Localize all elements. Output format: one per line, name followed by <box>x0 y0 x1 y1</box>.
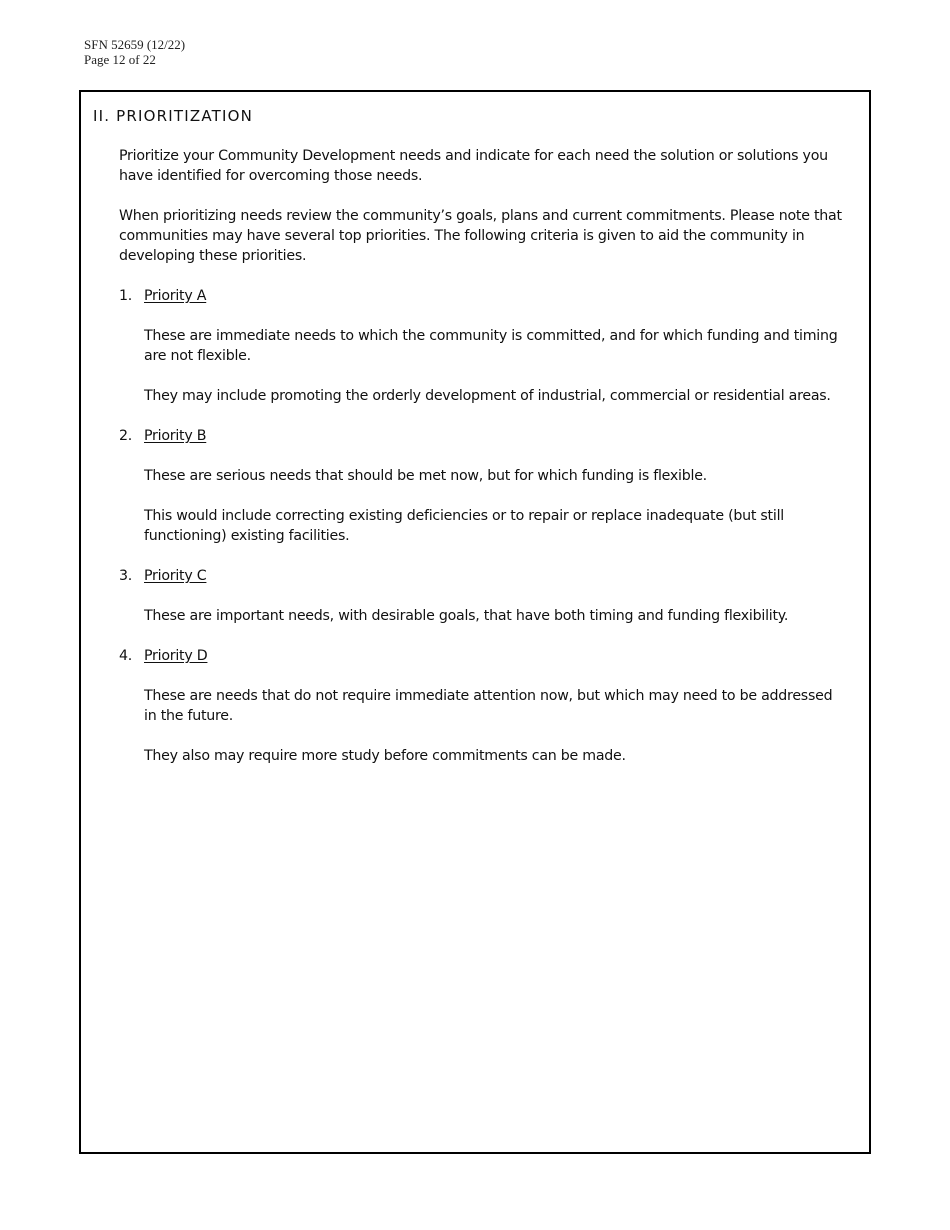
form-id: SFN 52659 (12/22) <box>84 37 186 52</box>
priority-heading <box>119 646 857 666</box>
priority-item <box>93 426 857 546</box>
priority-number: 2. <box>119 428 133 444</box>
priority-description: This would include correcting existing deficiencies or to repair or replace inadequate (but still functioning) existing facilities. <box>144 508 784 544</box>
priority-item <box>93 286 857 406</box>
priority-list <box>93 286 857 766</box>
priority-title: Priority A <box>144 288 207 304</box>
priority-item <box>93 566 857 626</box>
priority-title: Priority C <box>144 568 207 584</box>
section-title: II. PRIORITIZATION <box>93 107 254 125</box>
intro-paragraph: When prioritizing needs review the community’s goals, plans and current commitments. Please note that communities may have several top priorities. The following criteria is given to aid the community in developing these priorities. <box>119 208 842 264</box>
priority-heading <box>119 566 857 586</box>
page-number: Page 12 of 22 <box>84 52 156 67</box>
priority-item <box>93 646 857 766</box>
prioritization-frame <box>79 90 871 1154</box>
page-header <box>84 37 185 67</box>
priority-description: They may include promoting the orderly development of industrial, commercial or residential areas. <box>144 388 831 404</box>
priority-title: Priority D <box>144 648 208 664</box>
priority-description: These are immediate needs to which the community is committed, and for which funding and timing are not flexible. <box>144 328 838 364</box>
priority-number: 1. <box>119 288 133 304</box>
priority-description: These are important needs, with desirable goals, that have both timing and funding flexibility. <box>144 608 789 624</box>
priority-heading <box>119 286 857 306</box>
priority-title: Priority B <box>144 428 207 444</box>
priority-number: 4. <box>119 648 133 664</box>
priority-description: These are serious needs that should be met now, but for which funding is flexible. <box>144 468 707 484</box>
priority-heading <box>119 426 857 446</box>
priority-description: They also may require more study before commitments can be made. <box>144 748 626 764</box>
prioritization-content <box>93 106 857 786</box>
priority-number: 3. <box>119 568 133 584</box>
priority-description: These are needs that do not require immediate attention now, but which may need to be addressed in the future. <box>144 688 833 724</box>
intro-paragraph: Prioritize your Community Development needs and indicate for each need the solution or solutions you have identified for overcoming those needs. <box>119 148 828 184</box>
